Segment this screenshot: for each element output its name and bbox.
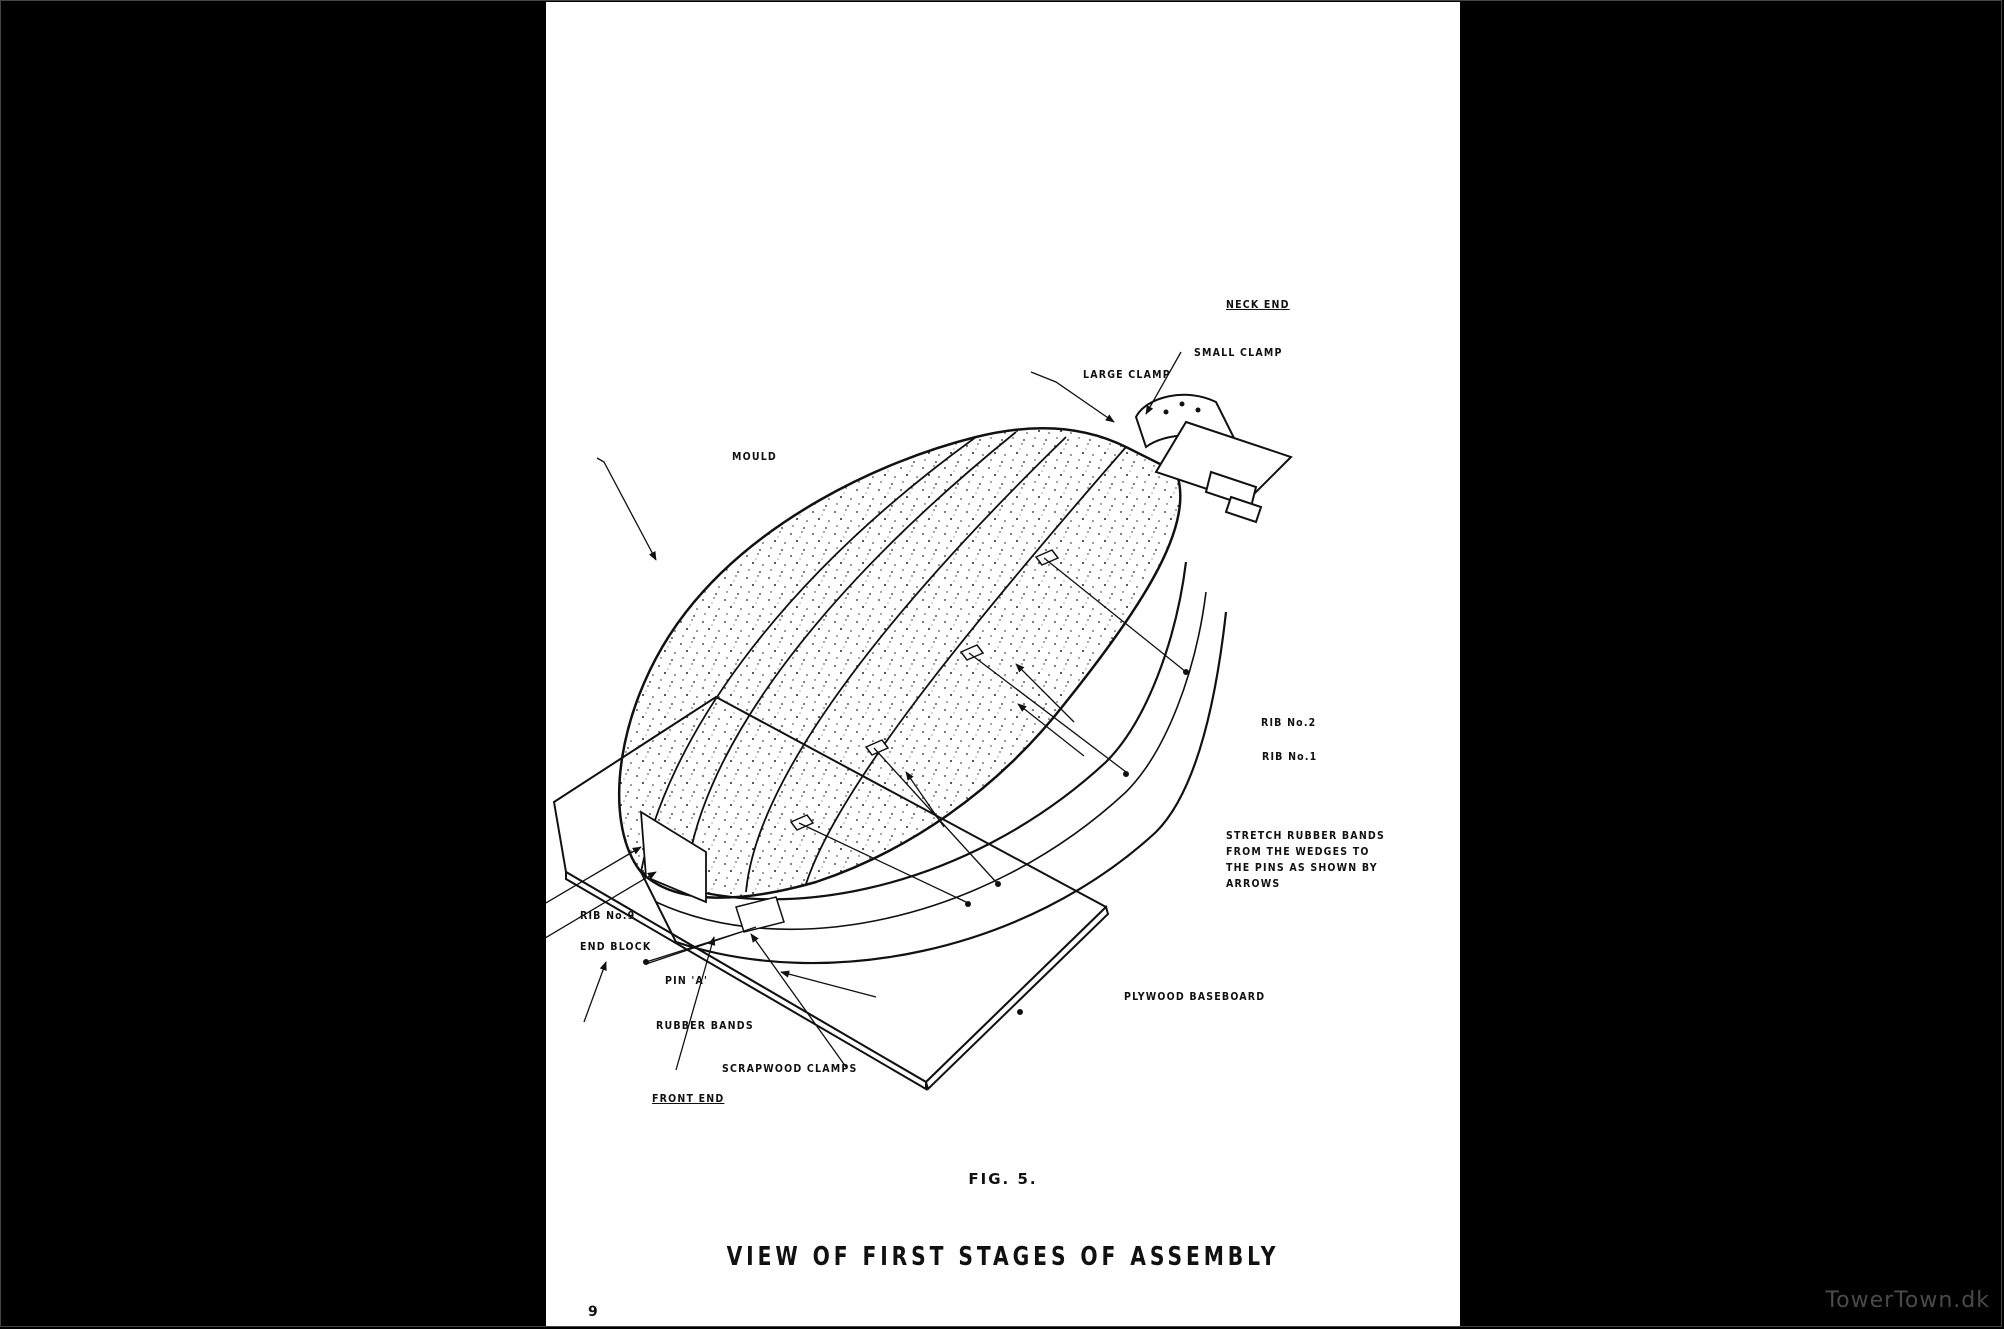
label-mould: MOULD: [732, 451, 777, 463]
label-end-block: END BLOCK: [580, 941, 652, 953]
label-rib-no2: RIB No.2: [1261, 717, 1317, 729]
page-number: 9: [588, 1304, 598, 1320]
assembly-illustration: [546, 2, 1460, 1327]
watermark: TowerTown.dk: [1825, 1288, 1990, 1313]
document-page: [546, 2, 1460, 1327]
label-front-end: FRONT END: [652, 1093, 725, 1105]
label-rib-no9: RIB No.9: [580, 910, 636, 922]
figure-title: VIEW OF FIRST STAGES OF ASSEMBLY: [726, 1242, 1280, 1272]
label-plywood-baseboard: PLYWOOD BASEBOARD: [1124, 991, 1266, 1003]
label-rubber-bands: RUBBER BANDS: [656, 1020, 754, 1032]
figure-number: FIG. 5.: [968, 1170, 1038, 1188]
label-scrapwood-clamps: SCRAPWOOD CLAMPS: [722, 1063, 858, 1075]
label-small-clamp: SMALL CLAMP: [1194, 347, 1283, 359]
label-large-clamp: LARGE CLAMP: [1083, 369, 1171, 381]
label-neck-end: NECK END: [1226, 299, 1290, 311]
label-stretch-note: STRETCH RUBBER BANDS FROM THE WEDGES TO THE PINS AS SHOWN BY ARROWS: [1226, 830, 1385, 890]
label-pin-a: PIN 'A': [665, 975, 709, 987]
label-rib-no1: RIB No.1: [1262, 751, 1318, 763]
